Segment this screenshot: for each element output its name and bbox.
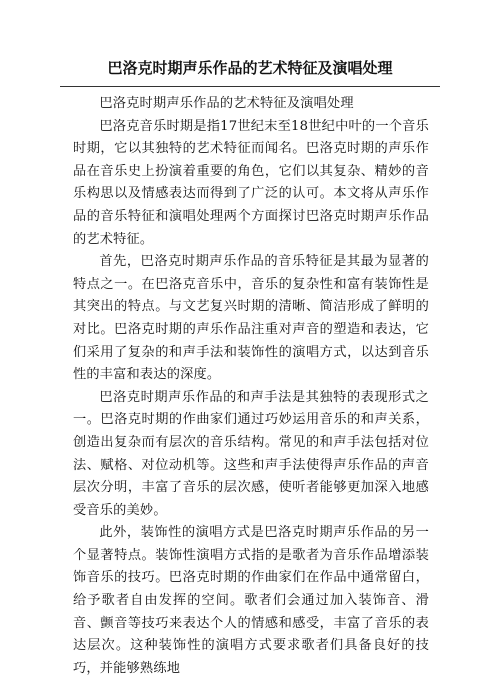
paragraph-ornamentation: 此外，装饰性的演唱方式是巴洛克时期声乐作品的另一个显著特点。装饰性演唱方式指的是歌者为音乐作品增添装饰音乐的技巧。巴洛克时期的作曲家们在作品中通常留白，给予歌者自由发挥的空间。歌者们会通过加入装饰音、滑音、颤音等技巧来表达个人的情感和感受，丰富了音乐的表达层次。这种装饰性的演唱方式要求歌者们具备良好的技巧，并能够熟练地 <box>73 525 429 676</box>
paragraph-subtitle: 巴洛克时期声乐作品的艺术特征及演唱处理 <box>99 96 354 111</box>
document-title: 巴洛克时期声乐作品的艺术特征及演唱处理 <box>60 58 440 87</box>
paragraph-musical-features: 首先，巴洛克时期声乐作品的音乐特征是其最为显著的特点之一。在巴洛克音乐中，音乐的复杂性和富有装饰性是其突出的特点。与文艺复兴时期的清晰、简洁形成了鲜明的对比。巴洛克时期的声乐作品注重对声音的塑造和表达，它们采用了复杂的和声手法和装饰性的演唱方式，以达到音乐性的丰富和表达的深度。 <box>73 254 429 383</box>
paragraph-harmony: 巴洛克时期声乐作品的和声手法是其独特的表现形式之一。巴洛克时期的作曲家们通过巧妙运用音乐的和声关系，创造出复杂而有层次的音乐结构。常见的和声手法包括对位法、赋格、对位动机等。这些和声手法使得声乐作品的声音层次分明，丰富了音乐的层次感，使听者能够更加深入地感受音乐的美妙。 <box>73 389 429 518</box>
document-body <box>73 93 429 680</box>
paragraph-intro: 巴洛克音乐时期是指17世纪末至18世纪中叶的一个音乐时期，它以其独特的艺术特征而闻名。巴洛克时期的声乐作品在音乐史上扮演着重要的角色，它们以其复杂、精妙的音乐构思以及情感表达而得到了广泛的认可。本文将从声乐作品的音乐特征和演唱处理两个方面探讨巴洛克时期声乐作品的艺术特征。 <box>73 118 429 247</box>
